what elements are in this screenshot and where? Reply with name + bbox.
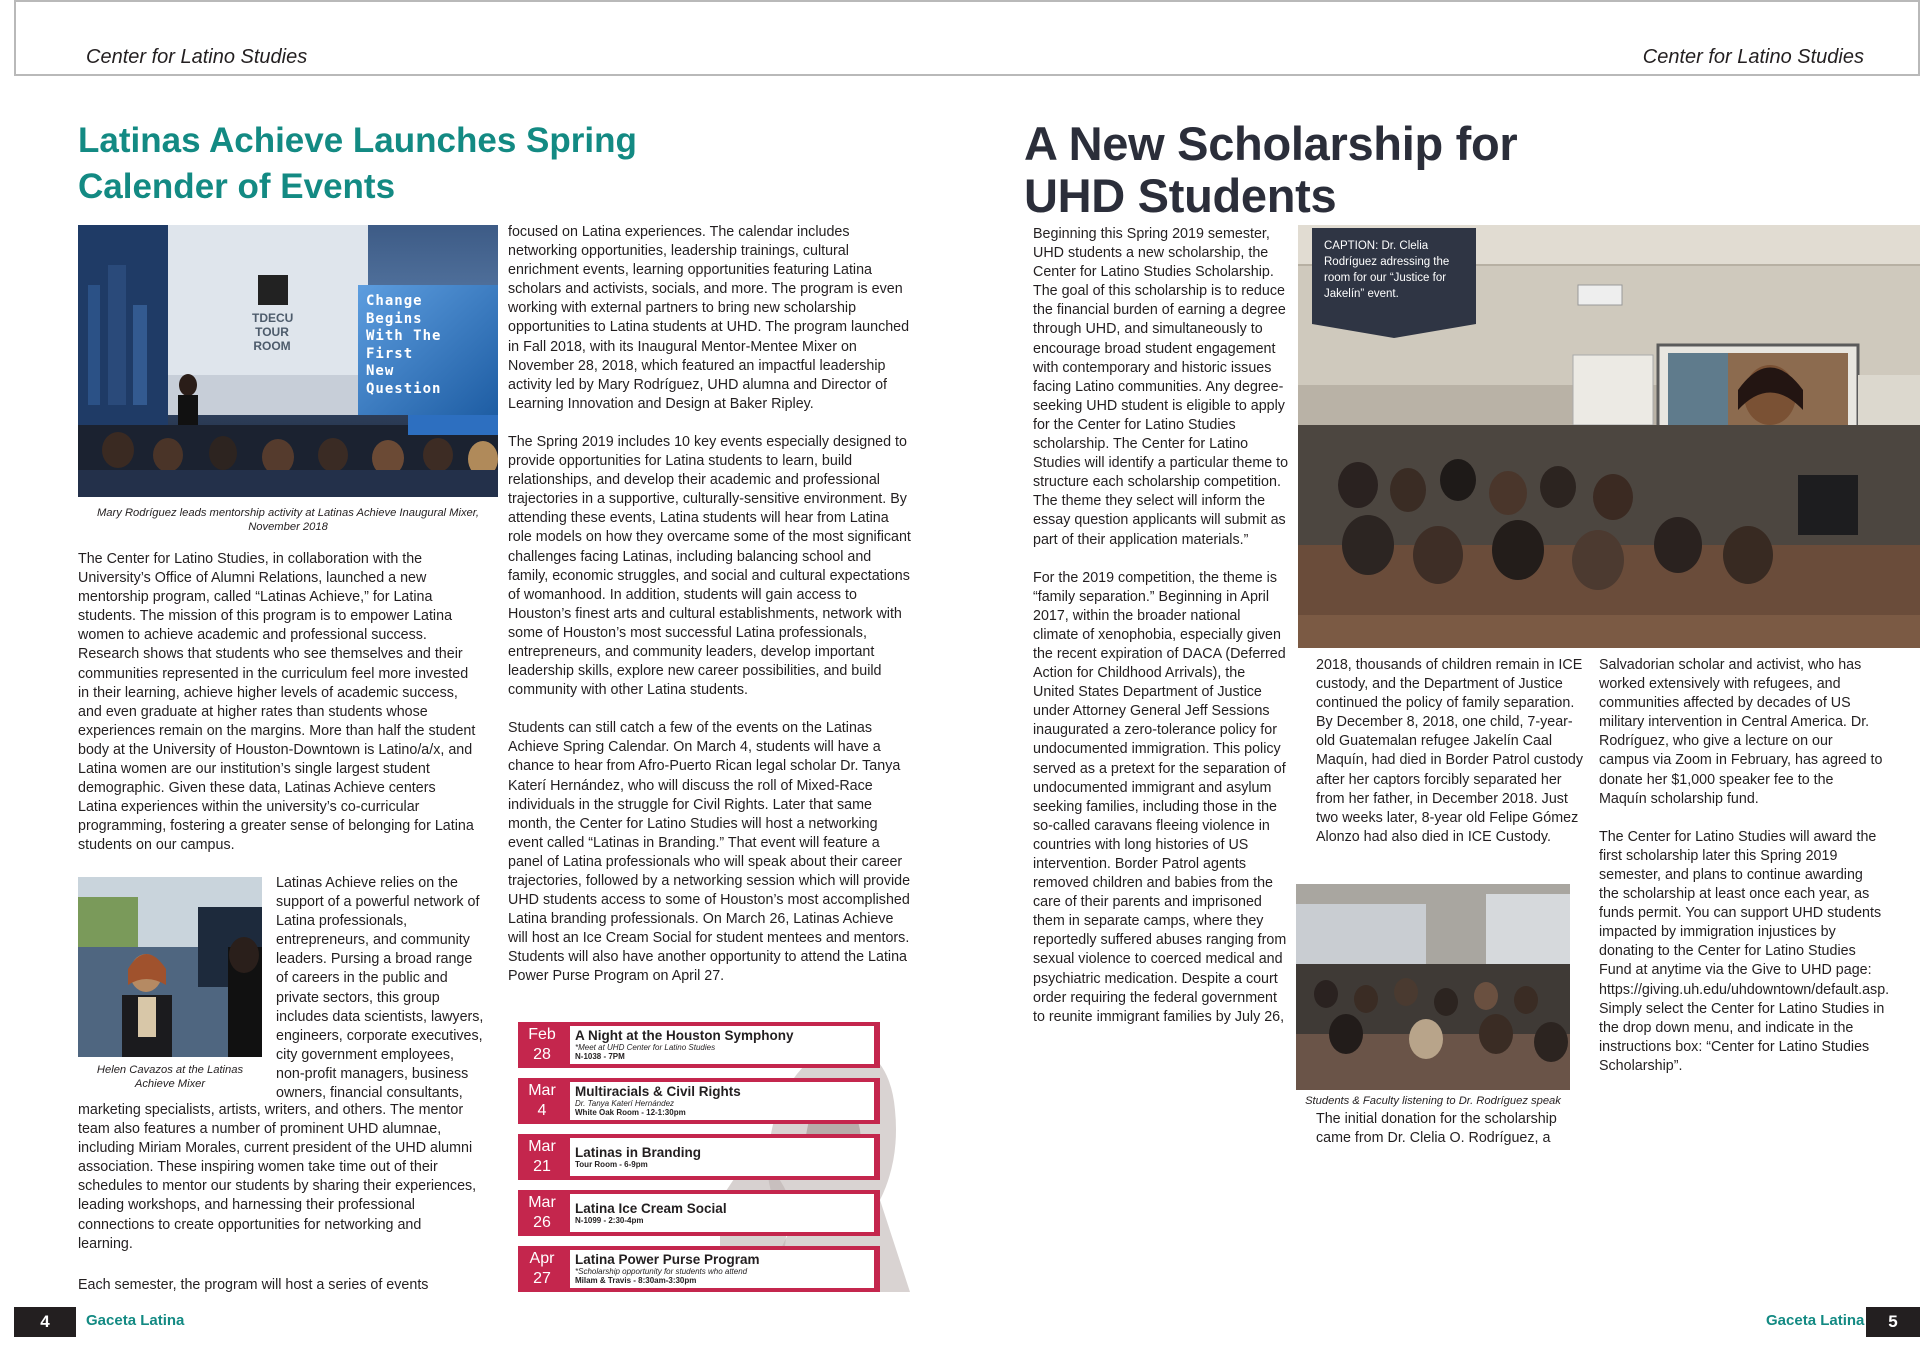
right-col3-body xyxy=(1599,656,1890,1095)
event-day: 28 xyxy=(533,1046,551,1063)
event-details xyxy=(570,1194,874,1232)
event-day: 26 xyxy=(533,1214,551,1231)
event-location: N-1038 - 7PM xyxy=(575,1052,625,1061)
mentorship-photo xyxy=(78,225,498,497)
photo1-wall-sign: TDECU TOUR ROOM xyxy=(252,311,294,353)
event-date xyxy=(518,1246,566,1292)
caption-badge-notch xyxy=(1312,324,1476,338)
event-mar-26 xyxy=(518,1190,880,1236)
event-subtitle: *Meet at UHD Center for Latino Studies xyxy=(575,1043,716,1052)
event-subtitle: Dr. Tanya Katerí Hernández xyxy=(575,1099,675,1108)
right-col1-body xyxy=(1033,225,1289,1046)
event-feb-28 xyxy=(518,1022,880,1068)
event-date xyxy=(518,1134,566,1180)
event-details xyxy=(570,1082,874,1120)
right-running-title: Center for Latino Studies xyxy=(1642,46,1864,68)
helen-photo-illustration xyxy=(78,877,262,1057)
event-apr-27 xyxy=(518,1246,880,1292)
event-location: White Oak Room - 12-1:30pm xyxy=(575,1108,686,1117)
left-col2-p3: Students can still catch a few of the events on the Latinas Achieve Spring Calendar. On March 4, students will have a chance to hear from Afro-Puerto Rican legal scholar Dr. Tanya Katerí Hernández, who will discuss the roll of Mixed-Race individuals in the struggle for Civil Rights. Later that same month, the Center for Latino Studies will host a networking event called “Latinas in Branding.” That event will feature a panel of Latina professionals who will speak about their career trajectories, followed by a networking session which will provide UHD students access to some of Houston’s most accomplished Latina branding professionals. On March 26, Latinas Achieve will host an Ice Cream Social for student mentees and mentors. Students will also have another opportunity to attend the Latina Power Purse Program on April 27. xyxy=(508,720,911,985)
left-col1-paragraph2-wrap: Latinas Achieve relies on the support of a powerful network of Latina professionals, entrepreneurs, and community leaders. Pursing a broad range of careers in the public and private sectors, this group includes data scientists, lawyers, engineers, corporate executives, city government employees, non-profit managers, business owners, financial consultants, xyxy=(276,875,484,1102)
students-faculty-photo xyxy=(1296,884,1570,1090)
left-col2-p2: The Spring 2019 includes 10 key events especially designed to provide opportunities for Latina students to learn, build relationships, and develop their academic and professional trajectories in a supportive, culturally-sensitive environment. By attending these events, Latina students will hear from Latina role models on how they overcame some of the most significant challenges facing Latinas, including balancing school and family, economic struggles, and social and cultural expectations of womanhood. In addition, students will gain access to Houston’s finest arts and cultural establishments, network with some of Houston’s most successful Latina professionals, entrepreneurs, and community leaders, develop important leadership skills, explore new career possibilities, and build community with other Latina students. xyxy=(508,433,911,699)
helen-cavazos-photo xyxy=(78,877,262,1057)
left-running-title: Center for Latino Studies xyxy=(86,46,308,68)
right-col3-p1: Salvadorian scholar and activist, who has worked extensively with refugees, and communities affected by decades of US military intervention in Central America. Dr. Rodríguez, who give a lecture on our campus via Zoom in February, has agreed to donate her $1,000 speaker fee to the Maquín scholarship fund. xyxy=(1599,657,1883,807)
left-col1-p1-text: The Center for Latino Studies, in collaboration with the University’s Office of Alumni Relations, launched a new mentorship program, called “Latinas Achieve,” for Latina students. The mission of this program is to empower Latina women to achieve academic and professional success. Research shows that students who see themselves and their communities represented in the curriculum feel more invested in their learning, achieve higher levels of academic success, and even graduate at higher rates than students whose experiences remain on the margins. More than half the student body at the University of Houston-Downtown is Latino/a/x, and Latina women are our institution’s single largest student demographic. Given these data, Latinas Achieve centers Latina experiences within the university’s co-curricular programming, fostering a greater sense of belonging for Latina students on our campus. xyxy=(78,551,476,854)
event-subtitle: *Scholarship opportunity for students who attend xyxy=(575,1267,748,1276)
right-col2-p2: The initial donation for the scholarship came from Dr. Clelia O. Rodríguez, a xyxy=(1316,1111,1557,1147)
event-month: Feb xyxy=(528,1026,556,1043)
left-col1-paragraph1 xyxy=(78,550,478,875)
event-month: Mar xyxy=(528,1138,556,1155)
event-date xyxy=(518,1022,566,1068)
left-col1-paragraph2-rest: marketing specialists, artists, writers, and others. The mentor team also features a number of prominent UHD alumnae, including Miriam Morales, current president of the UHD alumni association. These inspiring women take time out of their schedules to mentor our students by sharing their experiences, leading workshops, and harnessing their professional connections to create opportunities for networking and learning. xyxy=(78,1102,477,1252)
left-article-title: Latinas Achieve Launches Spring Calender of Events xyxy=(78,121,637,206)
photo1-slide-text: Change Begins With The First New Question xyxy=(366,293,442,397)
left-footer-publication: Gaceta Latina xyxy=(86,1312,185,1329)
event-mar-21 xyxy=(518,1134,880,1180)
event-date xyxy=(518,1078,566,1124)
students-photo-illustration xyxy=(1296,884,1570,1090)
event-title: Latina Power Purse Program xyxy=(575,1252,760,1267)
right-col2-p1: 2018, thousands of children remain in ICE custody, and the Department of Justice continued the policy of family separation. By December 8, 2018, one child, 7-year-old Guatemalan refugee Jakelín Caal Maquín, had died in Border Patrol custody after her captors forcibly separated her from her father, in December 2018. Just two weeks later, 8-year old Felipe Gómez Alonzo had also died in ICE Custody. xyxy=(1316,657,1584,845)
event-month: Mar xyxy=(528,1194,556,1211)
event-location: Tour Room - 6-9pm xyxy=(575,1160,648,1169)
event-location: Milam & Travis - 8:30am-3:30pm xyxy=(575,1276,697,1285)
right-col3-p2: The Center for Latino Studies will award the first scholarship later this Spring 2019 semester, and plans to continue awarding the scholarship at least once each year, as funds permit. You can support UHD students impacted by immigration injustices by donating to the Center for Latino Studies Fund at anytime via the Give to UHD page: https://giving.uh.edu/uhdowntown/default.asp. Simply select the Center for Latino Studies in the drop down menu, and indicate in the instructions box: “Center for Latino Studies Scholarship”. xyxy=(1599,828,1890,1074)
right-col1-p1: Beginning this Spring 2019 semester, UHD students a new scholarship, the Center for Latino Studies Scholarship. The goal of this scholarship is to reduce the financial burden of earning a degree through UHD, and simultaneously to encourage broad student engagement with contemporary and historic issues facing Latino communities. Any degree-seeking UHD student is eligible to apply for the Center for Latino Studies scholarship. The Center for Latino Studies will identify a particular theme to structure each scholarship competition. The theme they select will inform the essay question applicants will submit as part of their application materials.” xyxy=(1033,226,1289,548)
helen-photo-caption: Helen Cavazos at the Latinas Achieve Mixer xyxy=(96,1064,244,1090)
right-article-title: A New Scholarship for UHD Students xyxy=(1024,117,1518,222)
event-location: N-1099 - 2:30-4pm xyxy=(575,1216,644,1225)
event-day: 21 xyxy=(533,1158,551,1175)
event-title: Multiracials & Civil Rights xyxy=(575,1084,741,1099)
event-title: A Night at the Houston Symphony xyxy=(575,1028,794,1043)
event-mar-4 xyxy=(518,1078,880,1124)
lecture-photo-caption-badge: CAPTION: Dr. Clelia Rodríguez adressing the room for our “Justice for Jakelín” event. xyxy=(1312,228,1476,324)
right-col1-p2: For the 2019 competition, the theme is “family separation.” Beginning in April 2017, within the broader national climate of xenophobia, especially given the recent expiration of DACA (Deferred Action for Childhood Arrivals), the United States Department of Justice under Attorney General Jeff Sessions inaugurated a zero-tolerance policy for undocumented immigration. This policy served as a pretext for the separation of undocumented immigrant and asylum seeking families, including those in the so-called caravans fleeing violence in countries with long histories of US intervention. Border Patrol agents removed children and babies from the care of their parents and imprisoned them in separate camps, where they reportedly suffered abuses ranging from sexual violence to coerced medical and psychiatric medication. Despite a court order requiring the federal government to reunite immigrant families by July 26, xyxy=(1033,569,1287,1025)
right-page-number: 5 xyxy=(1866,1307,1920,1337)
left-col1-paragraph3: Each semester, the program will host a series of events xyxy=(78,1277,429,1293)
event-title: Latina Ice Cream Social xyxy=(575,1201,727,1216)
right-footer-publication: Gaceta Latina xyxy=(1766,1312,1865,1329)
event-day: 4 xyxy=(537,1102,547,1119)
mentorship-photo-caption: Mary Rodríguez leads mentorship activity at Latinas Achieve Inaugural Mixer, November 2018 xyxy=(96,507,479,533)
students-photo-caption: Students & Faculty listening to Dr. Rodríguez speak xyxy=(1305,1095,1561,1107)
left-col2-p1: focused on Latina experiences. The calendar includes networking opportunities, leadership trainings, cultural enrichment events, learning opportunities featuring Latina scholars and activists, socials, and more. The program is even working with external partners to bring new scholarship opportunities to Latina students at UHD. The program launched in Fall 2018, with its Inaugural Mentor-Mentee Mixer on November 28, 2018, which featured an impactful leadership activity led by Mary Rodríguez, UHD alumna and Director of Learning Innovation and Design at Baker Ripley. xyxy=(508,224,910,412)
event-day: 27 xyxy=(533,1270,551,1287)
event-details xyxy=(570,1138,874,1176)
left-page-number: 4 xyxy=(14,1307,76,1337)
event-title: Latinas in Branding xyxy=(575,1145,702,1160)
event-month: Mar xyxy=(528,1082,556,1099)
event-date xyxy=(518,1190,566,1236)
event-month: Apr xyxy=(529,1250,555,1267)
event-details xyxy=(570,1250,874,1288)
left-col2-body xyxy=(508,223,912,1006)
event-details xyxy=(570,1026,874,1064)
